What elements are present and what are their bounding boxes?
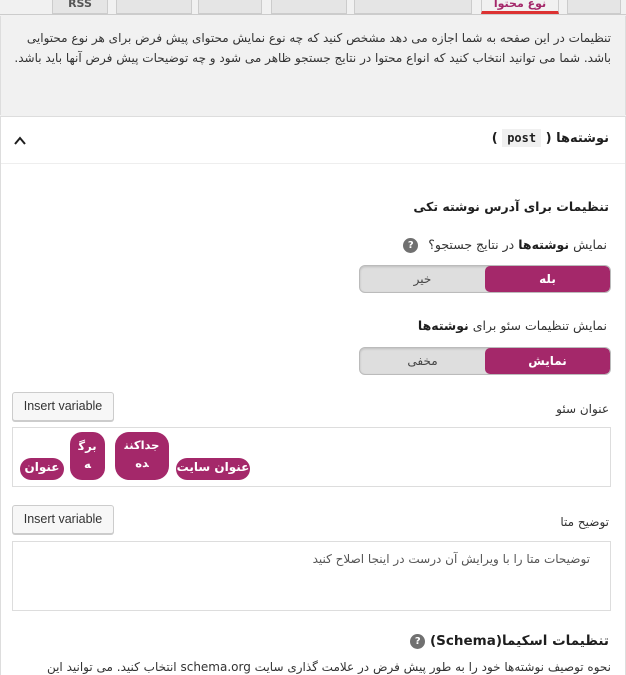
show-option[interactable]: نمایش <box>485 348 610 374</box>
meta-description-label: توضیح متا <box>560 515 609 529</box>
variable-chip-separator[interactable] <box>115 432 169 480</box>
q1-prefix: نمایش <box>569 237 607 252</box>
panel-title: نوشته‌ها ( post ) <box>491 131 609 146</box>
help-icon[interactable]: ? <box>403 238 418 253</box>
meta-description-placeholder: توضیحات متا را با ویرایش آن درست در اینجا اصلاح کنید <box>312 552 590 566</box>
variable-chip-title[interactable]: عنوان <box>20 458 64 480</box>
q1-bold: نوشته‌ها <box>518 237 570 252</box>
tab-4[interactable] <box>271 0 347 14</box>
panel-title-text: نوشته‌ها <box>556 131 609 146</box>
show-in-search-question <box>403 237 607 253</box>
chevron-up-icon[interactable] <box>13 134 27 148</box>
help-icon-schema[interactable]: ? <box>410 634 425 649</box>
tab-7[interactable] <box>567 0 621 14</box>
post-type-code: post <box>502 129 541 147</box>
q2-prefix: نمایش تنظیمات سئو برای <box>468 318 607 333</box>
tab-rss[interactable] <box>52 0 108 14</box>
intro-section <box>0 16 626 115</box>
show-seo-settings-toggle[interactable] <box>359 347 611 375</box>
chip-text: برگه <box>78 439 97 471</box>
tab-bar <box>0 0 626 15</box>
post-type-panel <box>0 116 626 675</box>
seo-title-label: عنوان سئو <box>556 402 609 416</box>
panel-header[interactable] <box>1 117 625 164</box>
variable-chip-page[interactable] <box>70 432 105 480</box>
tab-3[interactable] <box>198 0 262 14</box>
chip-text: جداکننده <box>124 438 160 470</box>
tab-2[interactable] <box>116 0 192 14</box>
q2-bold: نوشته‌ها <box>417 318 469 333</box>
show-in-search-toggle[interactable] <box>359 265 611 293</box>
show-seo-settings-question <box>418 318 607 333</box>
tab-label: نوع محتوا <box>493 0 547 10</box>
q1-suffix: در نتایج جستجو؟ <box>428 237 519 252</box>
schema-settings-heading <box>410 633 609 649</box>
insert-variable-button-2[interactable]: Insert variable <box>12 505 114 534</box>
schema-title-text: تنظیمات اسکیما(Schema) <box>429 633 609 649</box>
yes-option[interactable]: بله <box>485 266 610 292</box>
schema-description: نحوه توصیف نوشته‌ها خود را به طور پیش فرض در علامت گذاری سایت schema.org انتخاب کنید. می توانید این <box>46 660 611 674</box>
meta-description-editor[interactable] <box>12 541 611 611</box>
no-option[interactable]: خیر <box>413 272 432 286</box>
tab-content-types[interactable] <box>481 0 559 14</box>
hide-option[interactable]: مخفی <box>407 354 438 368</box>
seo-title-editor[interactable] <box>12 427 611 487</box>
tab-label: RSS <box>68 0 92 10</box>
tab-5[interactable] <box>354 0 472 14</box>
insert-variable-button[interactable]: Insert variable <box>12 392 114 421</box>
single-post-settings-heading: تنظیمات برای آدرس نوشته تکی <box>413 199 609 214</box>
variable-chip-site-title[interactable]: عنوان سایت <box>176 458 250 480</box>
intro-text: تنظیمات در این صفحه به شما اجازه می دهد مشخص کنید که چه نوع نمایش محتوای پیش فرض برای هر نوع محتوایی باشد. شما می توانید انتخاب کنید که انواع محتوا در نتایج جستجو ظاهر می شود و چه توضیحات پیش فرض آنها باید باشد. <box>14 31 611 65</box>
